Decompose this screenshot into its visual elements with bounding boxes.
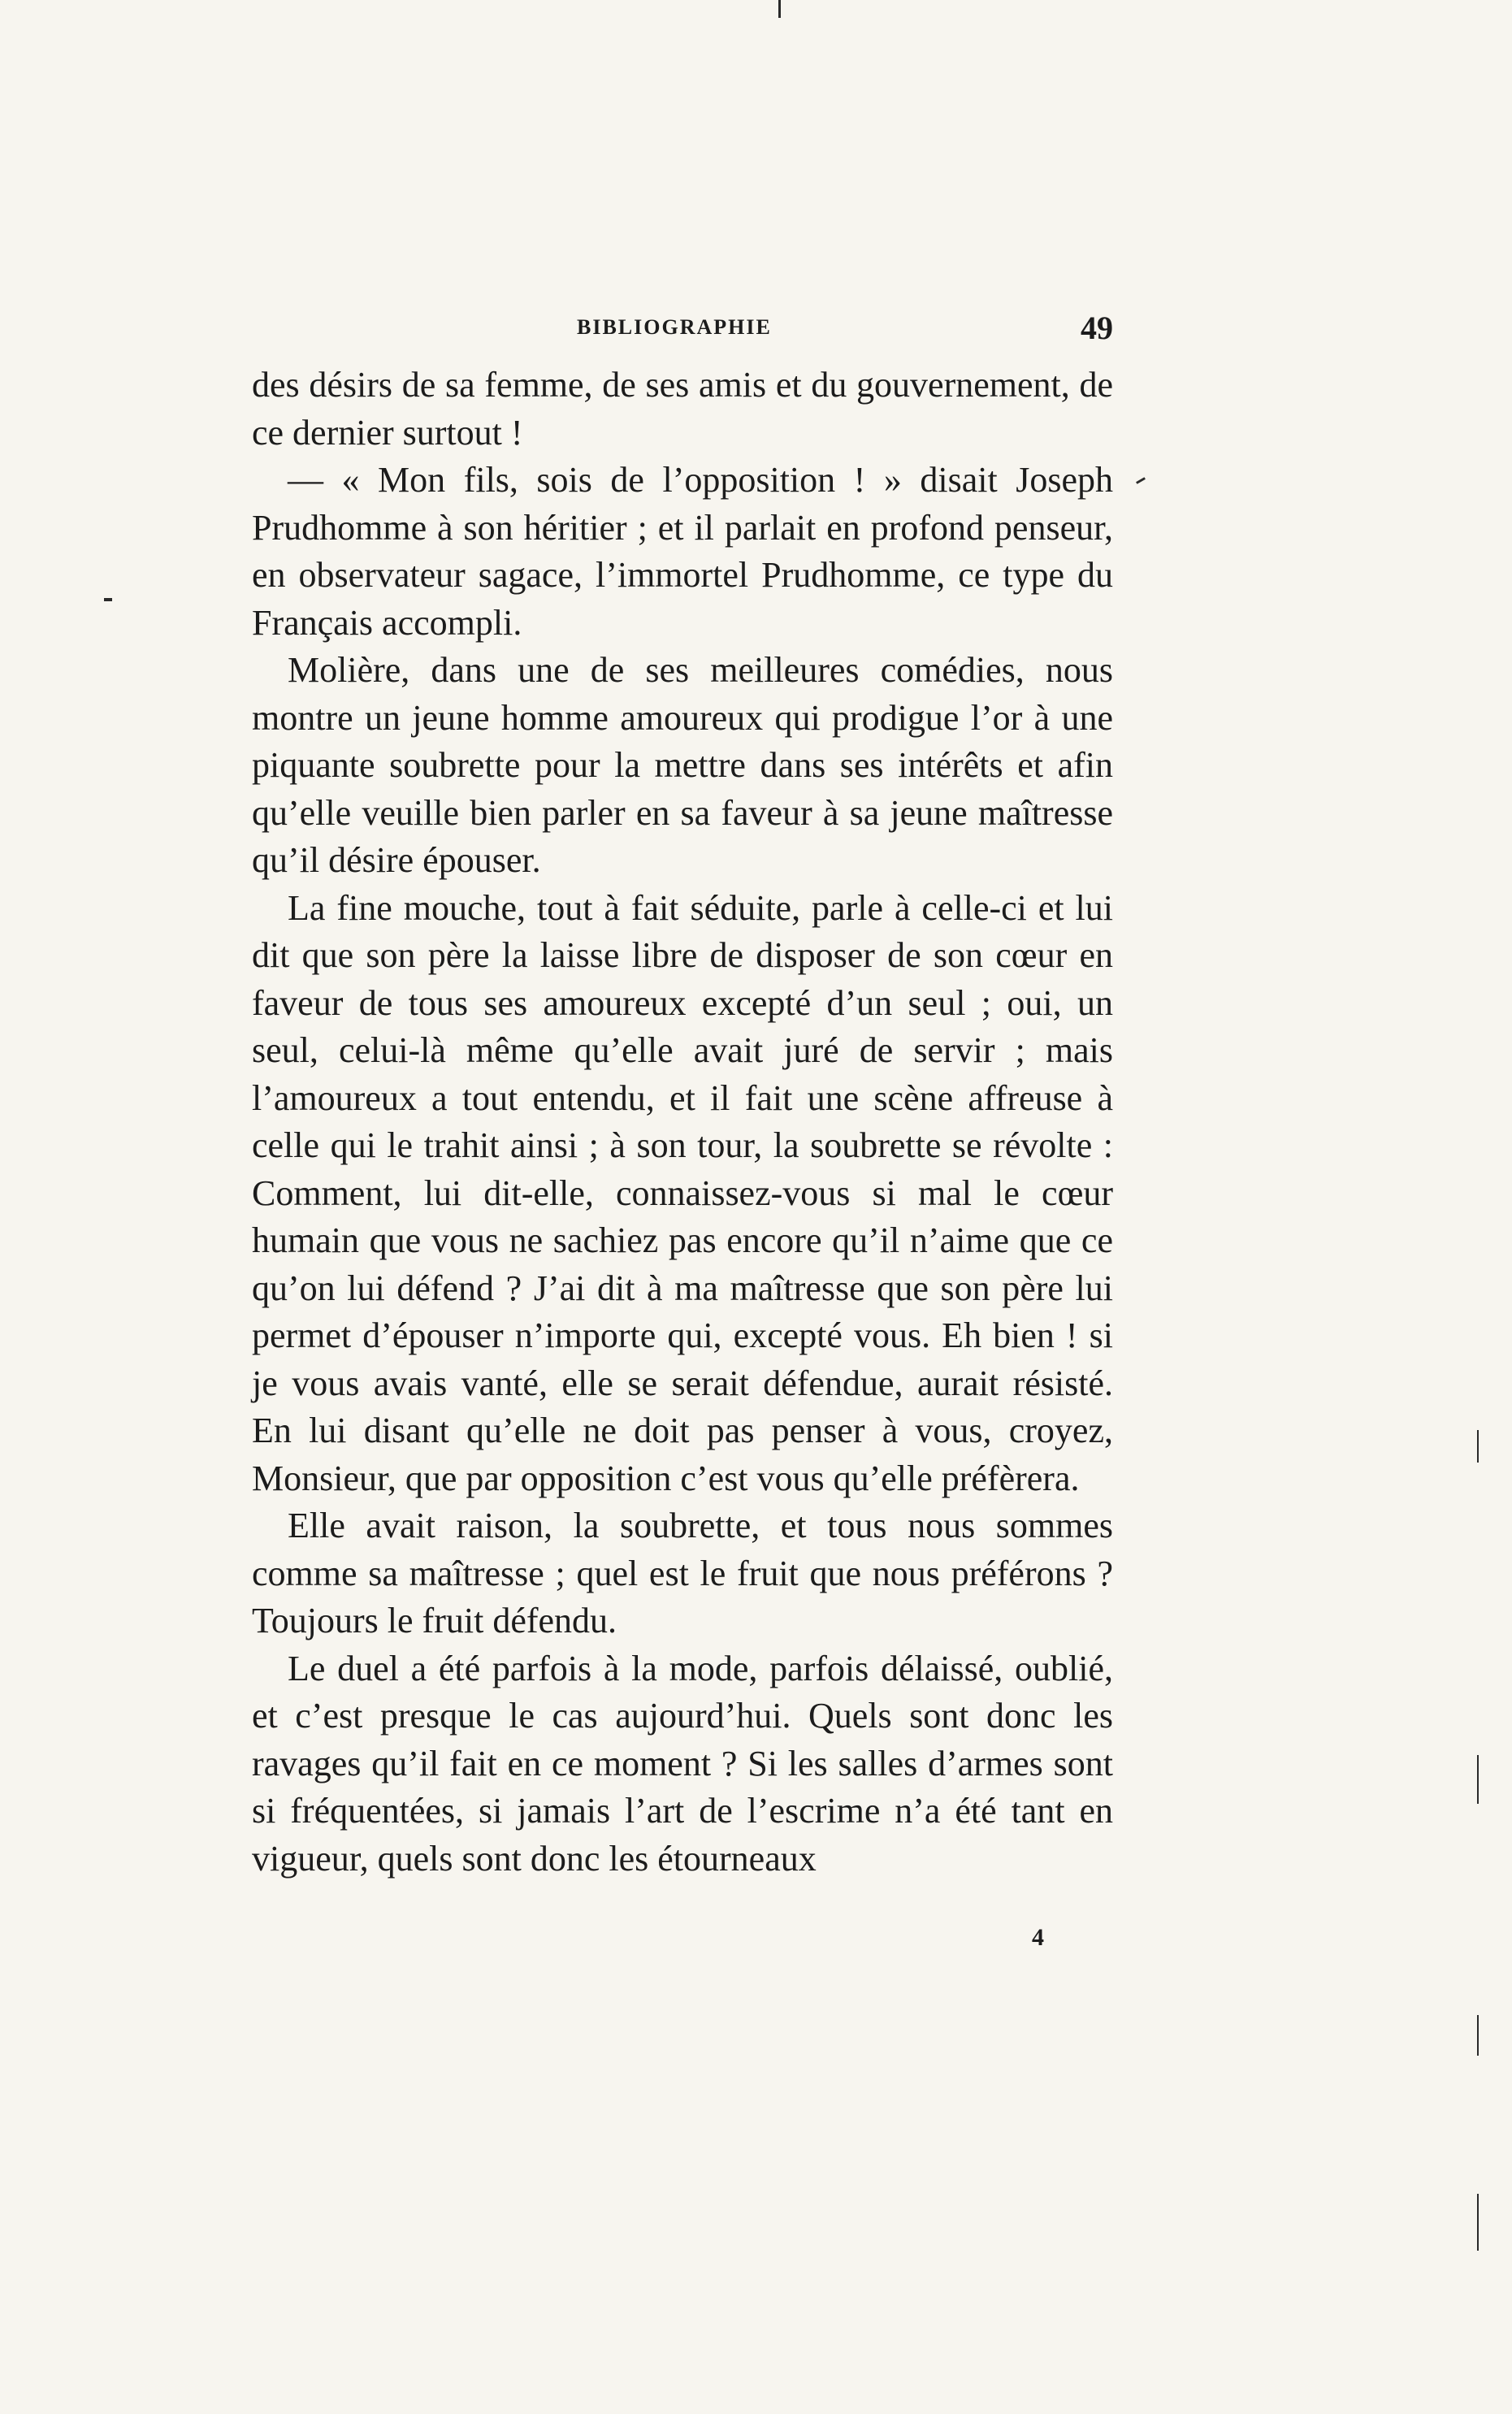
running-title: BIBLIOGRAPHIE xyxy=(577,315,772,339)
paragraph-2: — « Mon fils, sois de l’opposition ! » disait Joseph Prudhomme à son héritier ; et il parlait en profond penseur, en observateur sagace, l’immortel Prudhomme, ce type du Français accompli. xyxy=(252,460,1113,643)
scan-speck xyxy=(1477,1430,1479,1463)
paragraph-4: La fine mouche, tout à fait séduite, parle à celle-ci et lui dit que son père la laisse libre de disposer de son cœur en faveur de tous ses amoureux excepté d’un seul ; oui, un seul, celui-là même qu’elle avait juré de servir ; mais l’amoureux a tout entendu, et il fait une scène affreuse à celle qui le trahit ainsi ; à son tour, la soubrette se révolte : Comment, lui dit-elle, connaissez-vous si mal le cœur humain que vous ne sachiez pas encore qu’il n’aime que ce qu’on lui défend ? J’ai dit à ma maîtresse que son père lui permet d’épouser n’importe qui, excepté vous. Eh bien ! si je vous avais vanté, elle se serait défendue, aurait résisté. En lui disant qu’elle ne doit pas penser à vous, croyez, Monsieur, que par opposition c’est vous qu’elle préfèrera. xyxy=(252,887,1113,1498)
scan-speck xyxy=(104,598,112,601)
body-text xyxy=(252,362,1113,1883)
paragraph-3: Molière, dans une de ses meilleures comédies, nous montre un jeune homme amoureux qui prodigue l’or à une piquante soubrette pour la mettre dans ses intérêts et afin qu’elle veuille bien parler en sa faveur à sa jeune maîtresse qu’il désire épouser. xyxy=(252,650,1113,880)
scan-speck xyxy=(778,0,781,18)
paragraph-6: Le duel a été parfois à la mode, parfois délaissé, oublié, et c’est presque le cas aujourd’hui. Quels sont donc les ravages qu’il fait en ce moment ? Si les salles d’armes sont si fréquentées, si jamais l’art de l’escrime n’a été tant en vigueur, quels sont donc les étourneaux xyxy=(252,1648,1113,1879)
scan-speck xyxy=(1136,477,1146,484)
running-head xyxy=(252,310,1113,348)
scan-speck xyxy=(1477,2015,1479,2056)
page-number: 49 xyxy=(1081,310,1113,346)
scan-speck xyxy=(1477,1755,1479,1804)
scan-speck xyxy=(1477,2194,1479,2251)
paragraph-1: des désirs de sa femme, de ses amis et du gouvernement, de ce dernier surtout ! xyxy=(252,365,1113,453)
paragraph-5: Elle avait raison, la soubrette, et tous nous sommes comme sa maîtresse ; quel est le fruit que nous préférons ? Toujours le fruit défendu. xyxy=(252,1506,1113,1640)
signature-mark: 4 xyxy=(1032,1924,1044,1951)
